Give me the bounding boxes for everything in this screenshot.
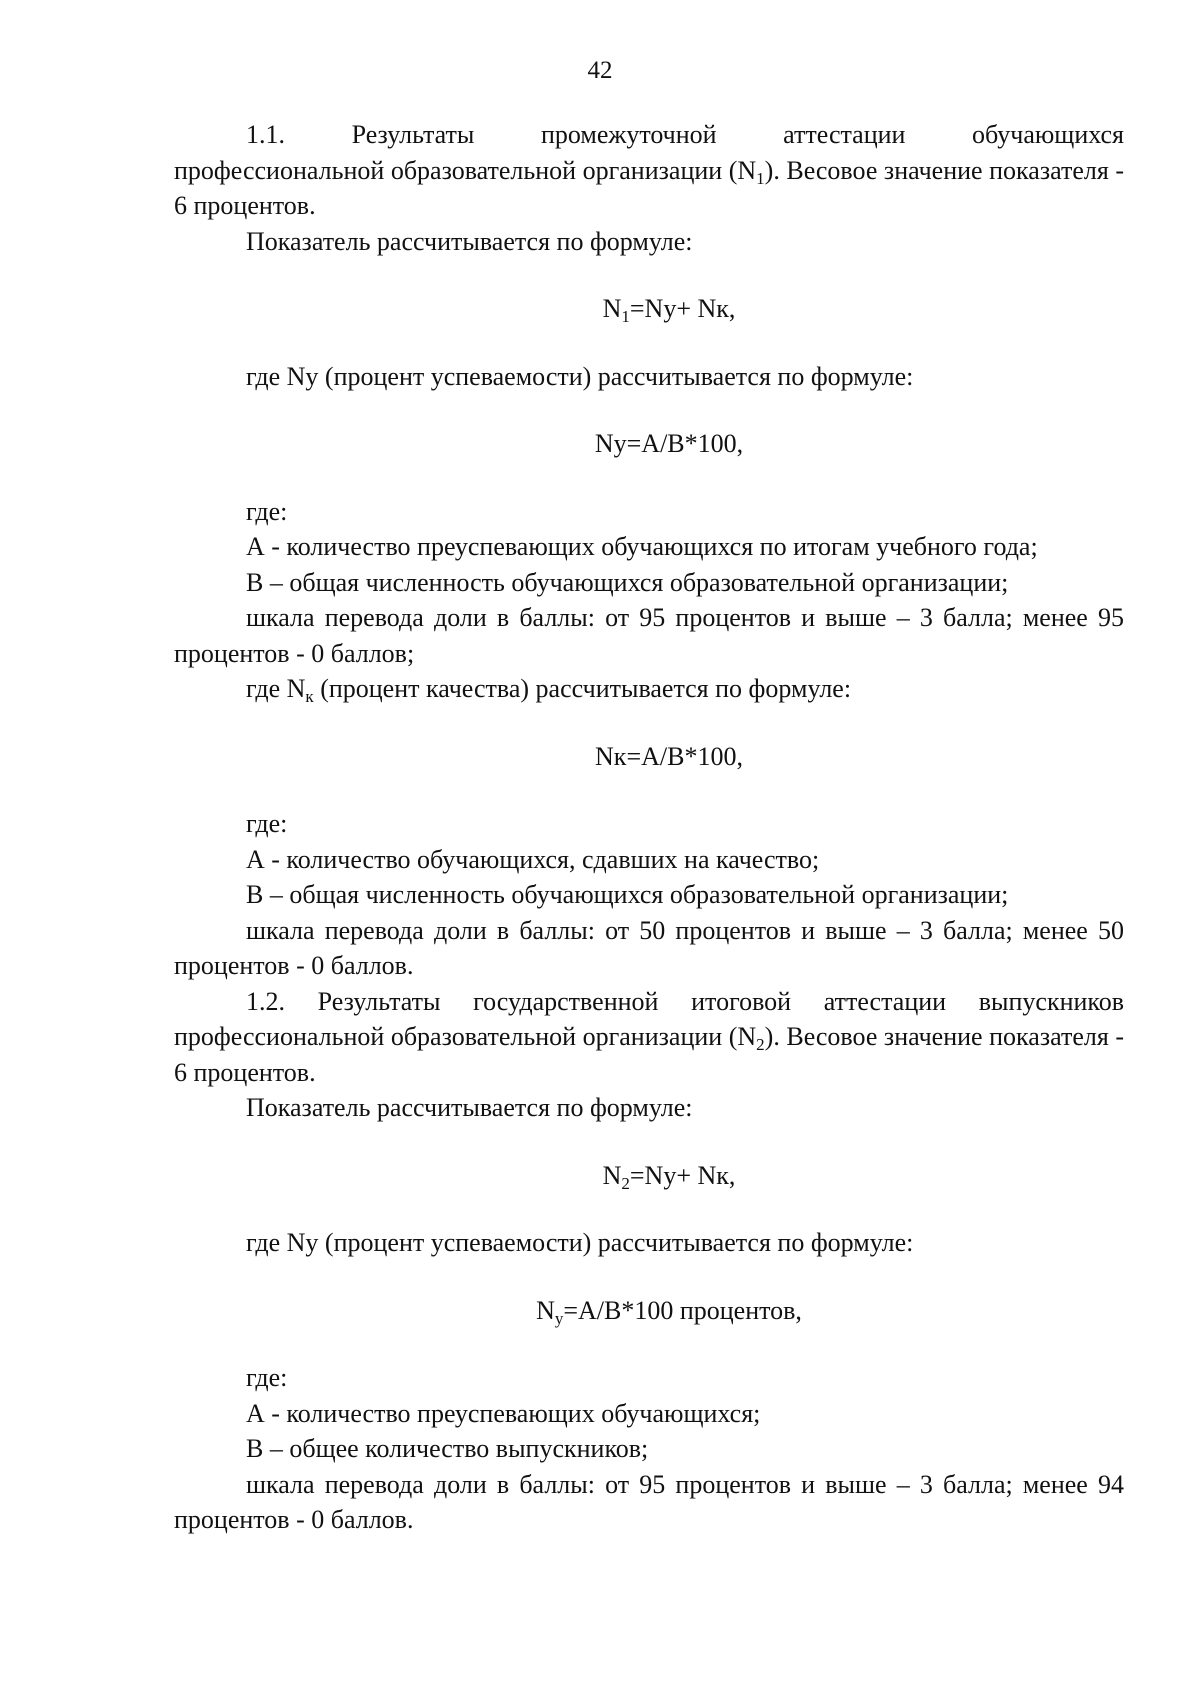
section-1-2-scale: шкала перевода доли в баллы: от 95 процентов и выше – 3 балла; менее 94 процентов - 0 баллов. <box>174 1469 1124 1534</box>
section-1-1-ny-intro: где Ny (процент успеваемости) рассчитывается по формуле: <box>246 361 914 391</box>
section-1-1-formula-main <box>174 291 1124 327</box>
section-1-2-b-definition: В – общее количество выпускников; <box>246 1434 649 1463</box>
formula-subscript: у <box>554 1308 564 1328</box>
formula-rhs: =A/B*100 процентов, <box>563 1295 802 1325</box>
section-1-1-calc-intro: Показатель рассчитывается по формуле: <box>246 226 693 256</box>
formula-lhs: N <box>536 1295 555 1325</box>
section-1-2-ny-intro: где Ny (процент успеваемости) рассчитывается по формуле: <box>246 1228 914 1257</box>
section-1-2-intro-text-2: ). Весовое значение показателя - 6 процентов. <box>174 1022 1124 1087</box>
section-1-1-nk-intro <box>174 671 1124 707</box>
section-1-1-where-2: где: <box>246 809 288 838</box>
formula-rhs: =Ny+ Nк, <box>629 1160 736 1190</box>
section-1-1-where-1: где: <box>246 496 288 526</box>
section-1-1-heading-paragraph <box>174 117 1124 224</box>
section-1-2-heading-paragraph <box>174 984 1124 1091</box>
section-1-2-calc-intro: Показатель рассчитывается по формуле: <box>246 1093 693 1122</box>
nk-intro-subscript: к <box>305 687 314 706</box>
formula-lhs: N <box>602 1160 622 1190</box>
section-1-1-b-definition-1: В – общая численность обучающихся образовательной организации; <box>246 567 1009 597</box>
section-1-1-b-definition-2: В – общая численность обучающихся образовательной организации; <box>246 880 1009 909</box>
section-1-2-formula-ny <box>174 1293 1124 1329</box>
section-1-1-intro-subscript: 1 <box>756 168 765 188</box>
section-1-1-formula-ny: Ny=A/B*100, <box>594 429 744 458</box>
formula-lhs: N <box>602 294 622 323</box>
formula-subscript: 2 <box>621 1173 630 1193</box>
section-1-1-formula-nk: Nк=A/B*100, <box>595 741 743 771</box>
section-1-1-intro-text-3: ). Весовое значение показателя - 6 процентов. <box>174 155 1124 220</box>
section-1-1-intro-text-2: профессиональной образовательной организации (N <box>174 155 757 185</box>
nk-intro-text-2: (процент качества) рассчитывается по формуле: <box>313 674 852 703</box>
section-1-1-scale-1: шкала перевода доли в баллы: от 95 процентов и выше – 3 балла; менее 95 процентов - 0 баллов; <box>174 603 1124 668</box>
nk-intro-text-1: где N <box>246 674 306 703</box>
section-1-2-formula-main <box>174 1158 1124 1194</box>
section-1-2-intro-subscript: 2 <box>756 1035 765 1054</box>
page-number: 42 <box>587 57 613 84</box>
section-1-2-a-definition: А - количество преуспевающих обучающихся; <box>246 1398 761 1428</box>
section-1-2-intro-text-1: 1.2. Результаты государственной итоговой аттестации выпускников профессиональной образовательной организации (N <box>174 986 1124 1051</box>
section-1-1-scale-2: шкала перевода доли в баллы: от 50 процентов и выше – 3 балла; менее 50 процентов - 0 баллов. <box>174 915 1124 980</box>
section-1-1-intro-line-1: 1.1. Результаты промежуточной аттестации обучающихся <box>246 120 1124 149</box>
section-1-1-a-definition-2: А - количество обучающихся, сдавших на качество; <box>246 844 820 874</box>
section-1-1-a-definition-1: А - количество преуспевающих обучающихся по итогам учебного года; <box>246 532 1038 561</box>
section-1-2-where: где: <box>246 1363 288 1392</box>
formula-subscript: 1 <box>621 307 630 326</box>
formula-rhs: =Ny+ Nк, <box>629 294 736 323</box>
document-body <box>174 117 1124 1538</box>
